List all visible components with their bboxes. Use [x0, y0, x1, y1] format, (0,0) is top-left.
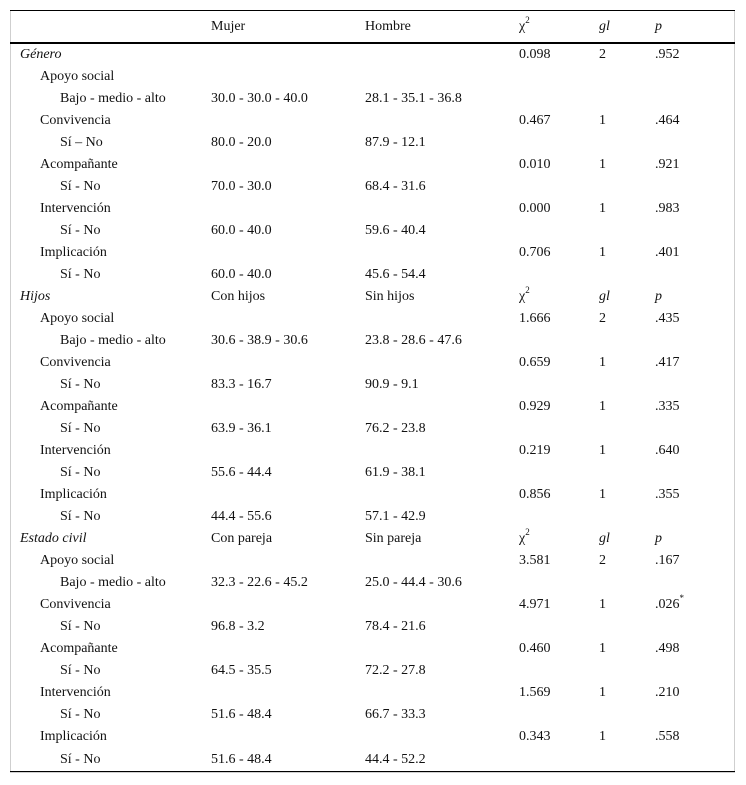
chi-value: 0.098	[519, 47, 551, 62]
chi-value: 1.569	[519, 685, 551, 700]
empty-cell	[599, 220, 655, 242]
empty-cell	[599, 704, 655, 726]
p-value-text: .355	[655, 487, 680, 502]
variable-row	[10, 396, 735, 418]
category-row	[10, 704, 735, 726]
p-value-text: .464	[655, 113, 680, 128]
variable-label: Implicación	[40, 245, 107, 260]
empty-cell	[211, 594, 365, 616]
p-value	[655, 308, 735, 330]
chi-symbol: χ	[519, 531, 526, 546]
group-b-percentages: 23.8 - 28.6 - 47.6	[365, 333, 462, 348]
p-value-text: .210	[655, 685, 680, 700]
group-a-percentages: 30.0 - 30.0 - 40.0	[211, 91, 308, 106]
category-row	[10, 330, 735, 352]
group-b-percentages: 45.6 - 54.4	[365, 267, 426, 282]
empty-cell	[211, 198, 365, 220]
header-col-gl: gl	[599, 11, 655, 44]
group-a-percentages: 55.6 - 44.4	[211, 465, 272, 480]
empty-cell	[655, 374, 735, 396]
variable-label: Apoyo social	[40, 311, 115, 326]
empty-cell	[519, 374, 599, 396]
section-gl-header: gl	[599, 531, 610, 546]
p-value	[655, 396, 735, 418]
empty-cell	[365, 154, 519, 176]
p-value	[655, 484, 735, 506]
category-label: Bajo - medio - alto	[60, 575, 166, 590]
p-value-text: .558	[655, 729, 680, 744]
header-empty	[10, 11, 211, 44]
category-label: Sí – No	[60, 135, 103, 150]
chi-sup: 2	[525, 285, 530, 296]
significance-marker: *	[679, 593, 684, 604]
chi-sup: 2	[525, 527, 530, 538]
empty-cell	[655, 176, 735, 198]
empty-cell	[655, 506, 735, 528]
empty-cell	[211, 484, 365, 506]
variable-row	[10, 550, 735, 572]
p-value-text: .498	[655, 641, 680, 656]
variable-row	[10, 308, 735, 330]
empty-cell	[211, 726, 365, 748]
chi-value: 0.856	[519, 487, 551, 502]
variable-row	[10, 110, 735, 132]
variable-row	[10, 440, 735, 462]
group-a-percentages: 70.0 - 30.0	[211, 179, 272, 194]
p-value-text: .921	[655, 157, 680, 172]
category-row	[10, 572, 735, 594]
category-label: Bajo - medio - alto	[60, 333, 166, 348]
empty-cell	[519, 330, 599, 352]
empty-cell	[519, 660, 599, 682]
group-a-percentages: 30.6 - 38.9 - 30.6	[211, 333, 308, 348]
chi-value: 0.659	[519, 355, 551, 370]
empty-cell	[599, 748, 655, 772]
variable-row	[10, 682, 735, 704]
gl-value: 2	[599, 553, 606, 568]
category-label: Sí - No	[60, 377, 101, 392]
variable-row	[10, 66, 735, 88]
empty-cell	[519, 704, 599, 726]
gl-value: 1	[599, 641, 606, 656]
category-row	[10, 176, 735, 198]
chi-value: 0.010	[519, 157, 551, 172]
header-col-mujer: Mujer	[211, 11, 365, 44]
header-col-hombre: Hombre	[365, 11, 519, 44]
gl-value: 1	[599, 157, 606, 172]
variable-row	[10, 594, 735, 616]
group-b-percentages: 25.0 - 44.4 - 30.6	[365, 575, 462, 590]
variable-label: Intervención	[40, 201, 111, 216]
category-label: Sí - No	[60, 707, 101, 722]
p-value: .952	[655, 47, 680, 62]
chi-value: 0.467	[519, 113, 551, 128]
chi-value: 0.706	[519, 245, 551, 260]
empty-cell	[365, 550, 519, 572]
chi-value: 0.219	[519, 443, 551, 458]
empty-cell	[599, 88, 655, 110]
p-value-text: .335	[655, 399, 680, 414]
p-value-text: .401	[655, 245, 680, 260]
empty-cell	[519, 220, 599, 242]
empty-cell	[211, 682, 365, 704]
variable-row	[10, 198, 735, 220]
group-a-percentages: 80.0 - 20.0	[211, 135, 272, 150]
empty-cell	[655, 132, 735, 154]
category-row	[10, 748, 735, 772]
group-a-percentages: 32.3 - 22.6 - 45.2	[211, 575, 308, 590]
group-a-percentages: 44.4 - 55.6	[211, 509, 272, 524]
header-col-p: p	[655, 11, 735, 44]
category-row	[10, 132, 735, 154]
empty-cell	[519, 506, 599, 528]
p-value	[655, 726, 735, 748]
empty-cell	[519, 748, 599, 772]
section-gl-header: gl	[599, 289, 610, 304]
section-row	[10, 528, 735, 550]
results-table	[10, 10, 735, 772]
empty-cell	[365, 242, 519, 264]
gl-value	[599, 66, 655, 88]
category-label: Sí - No	[60, 465, 101, 480]
empty-cell	[211, 440, 365, 462]
p-value	[655, 682, 735, 704]
variable-label: Implicación	[40, 487, 107, 502]
category-label: Bajo - medio - alto	[60, 91, 166, 106]
empty-cell	[655, 418, 735, 440]
group-b-percentages: 66.7 - 33.3	[365, 707, 426, 722]
empty-cell	[599, 264, 655, 286]
variable-label: Apoyo social	[40, 553, 115, 568]
empty-cell	[599, 374, 655, 396]
category-label: Sí - No	[60, 223, 101, 238]
empty-cell	[211, 66, 365, 88]
category-label: Sí - No	[60, 179, 101, 194]
group-a-percentages: 83.3 - 16.7	[211, 377, 272, 392]
category-label: Sí - No	[60, 509, 101, 524]
gl-value: 1	[599, 597, 606, 612]
empty-cell	[211, 43, 365, 66]
empty-cell	[365, 726, 519, 748]
empty-cell	[599, 462, 655, 484]
gl-value: 1	[599, 399, 606, 414]
empty-cell	[365, 484, 519, 506]
header-col-chi	[519, 11, 599, 44]
p-value	[655, 440, 735, 462]
empty-cell	[599, 506, 655, 528]
section-group-a: Con pareja	[211, 531, 273, 546]
gl-value: 1	[599, 113, 606, 128]
gl-value: 1	[599, 355, 606, 370]
table-body	[10, 43, 735, 772]
variable-row	[10, 726, 735, 748]
variable-label: Acompañante	[40, 399, 118, 414]
empty-cell	[599, 418, 655, 440]
variable-label: Acompañante	[40, 157, 118, 172]
empty-cell	[365, 43, 519, 66]
gl-value: 1	[599, 443, 606, 458]
section-label: Estado civil	[20, 531, 87, 546]
p-value	[655, 594, 735, 616]
p-value-text: .026	[655, 597, 680, 612]
gl-value: 2	[599, 47, 606, 62]
group-a-percentages: 96.8 - 3.2	[211, 619, 265, 634]
variable-label: Implicación	[40, 729, 107, 744]
category-row	[10, 462, 735, 484]
category-row	[10, 660, 735, 682]
section-group-b: Sin pareja	[365, 531, 422, 546]
empty-cell	[599, 132, 655, 154]
p-value	[655, 352, 735, 374]
empty-cell	[655, 616, 735, 638]
category-label: Sí - No	[60, 267, 101, 282]
empty-cell	[519, 264, 599, 286]
empty-cell	[365, 638, 519, 660]
category-row	[10, 264, 735, 286]
gl-value: 1	[599, 245, 606, 260]
empty-cell	[655, 748, 735, 772]
p-value	[655, 154, 735, 176]
empty-cell	[519, 572, 599, 594]
empty-cell	[519, 462, 599, 484]
group-b-percentages: 72.2 - 27.8	[365, 663, 426, 678]
empty-cell	[365, 440, 519, 462]
p-value-text: .983	[655, 201, 680, 216]
section-group-a: Con hijos	[211, 289, 266, 304]
empty-cell	[599, 572, 655, 594]
group-b-percentages: 59.6 - 40.4	[365, 223, 426, 238]
header-chi-symbol: χ	[519, 19, 526, 34]
empty-cell	[655, 660, 735, 682]
p-value-text: .435	[655, 311, 680, 326]
group-b-percentages: 76.2 - 23.8	[365, 421, 426, 436]
gl-value: 1	[599, 487, 606, 502]
category-row	[10, 220, 735, 242]
group-a-percentages: 64.5 - 35.5	[211, 663, 272, 678]
group-b-percentages: 78.4 - 21.6	[365, 619, 426, 634]
group-a-percentages: 51.6 - 48.4	[211, 707, 272, 722]
section-chi-header	[519, 286, 599, 308]
gl-value: 1	[599, 201, 606, 216]
variable-label: Convivencia	[40, 113, 111, 128]
p-value	[655, 638, 735, 660]
category-label: Sí - No	[60, 421, 101, 436]
variable-row	[10, 484, 735, 506]
empty-cell	[211, 242, 365, 264]
group-a-percentages: 60.0 - 40.0	[211, 267, 272, 282]
empty-cell	[365, 594, 519, 616]
empty-cell	[519, 132, 599, 154]
empty-cell	[655, 220, 735, 242]
p-value-text: .640	[655, 443, 680, 458]
table-header	[10, 11, 735, 44]
p-value-text: .167	[655, 553, 680, 568]
group-b-percentages: 61.9 - 38.1	[365, 465, 426, 480]
empty-cell	[655, 572, 735, 594]
variable-row	[10, 638, 735, 660]
group-b-percentages: 68.4 - 31.6	[365, 179, 426, 194]
chi-value: 3.581	[519, 553, 551, 568]
variable-label: Intervención	[40, 443, 111, 458]
empty-cell	[599, 176, 655, 198]
group-b-percentages: 87.9 - 12.1	[365, 135, 426, 150]
empty-cell	[519, 418, 599, 440]
empty-cell	[365, 352, 519, 374]
section-row	[10, 286, 735, 308]
empty-cell	[599, 616, 655, 638]
variable-row	[10, 352, 735, 374]
category-row	[10, 418, 735, 440]
empty-cell	[211, 352, 365, 374]
variable-label: Apoyo social	[40, 69, 115, 84]
empty-cell	[599, 660, 655, 682]
variable-row	[10, 242, 735, 264]
category-row	[10, 616, 735, 638]
chi-symbol: χ	[519, 289, 526, 304]
group-b-percentages: 28.1 - 35.1 - 36.8	[365, 91, 462, 106]
header-row	[10, 11, 735, 44]
empty-cell	[519, 176, 599, 198]
empty-cell	[655, 330, 735, 352]
group-a-percentages: 60.0 - 40.0	[211, 223, 272, 238]
empty-cell	[655, 704, 735, 726]
empty-cell	[211, 638, 365, 660]
category-label: Sí - No	[60, 663, 101, 678]
p-value	[655, 550, 735, 572]
section-chi-header	[519, 528, 599, 550]
empty-cell	[211, 110, 365, 132]
empty-cell	[365, 308, 519, 330]
section-row	[10, 43, 735, 66]
p-value	[655, 242, 735, 264]
empty-cell	[211, 308, 365, 330]
empty-cell	[519, 616, 599, 638]
variable-label: Acompañante	[40, 641, 118, 656]
empty-cell	[365, 110, 519, 132]
section-p-header: p	[655, 289, 662, 304]
empty-cell	[519, 88, 599, 110]
empty-cell	[655, 264, 735, 286]
variable-label: Convivencia	[40, 355, 111, 370]
empty-cell	[655, 462, 735, 484]
section-group-b: Sin hijos	[365, 289, 415, 304]
empty-cell	[211, 396, 365, 418]
category-label: Sí - No	[60, 619, 101, 634]
chi-value: 0.000	[519, 201, 551, 216]
empty-cell	[211, 154, 365, 176]
group-b-percentages: 57.1 - 42.9	[365, 509, 426, 524]
chi-value: 4.971	[519, 597, 551, 612]
category-row	[10, 374, 735, 396]
category-row	[10, 88, 735, 110]
p-value	[655, 198, 735, 220]
chi-value	[519, 66, 599, 88]
section-label: Género	[20, 47, 62, 62]
group-b-percentages: 44.4 - 52.2	[365, 748, 519, 772]
empty-cell	[211, 550, 365, 572]
chi-value: 0.929	[519, 399, 551, 414]
empty-cell	[599, 330, 655, 352]
p-value	[655, 110, 735, 132]
gl-value: 1	[599, 729, 606, 744]
empty-cell	[365, 66, 519, 88]
chi-value: 1.666	[519, 311, 551, 326]
empty-cell	[365, 682, 519, 704]
category-label: Sí - No	[10, 748, 211, 772]
empty-cell	[365, 198, 519, 220]
p-value	[655, 66, 735, 88]
variable-row	[10, 154, 735, 176]
variable-label: Convivencia	[40, 597, 111, 612]
group-b-percentages: 90.9 - 9.1	[365, 377, 419, 392]
variable-label: Intervención	[40, 685, 111, 700]
group-a-percentages: 51.6 - 48.4	[211, 748, 365, 772]
gl-value: 1	[599, 685, 606, 700]
gl-value: 2	[599, 311, 606, 326]
empty-cell	[655, 88, 735, 110]
header-chi-sup: 2	[525, 15, 530, 26]
section-label: Hijos	[20, 289, 51, 304]
category-row	[10, 506, 735, 528]
p-value-text: .417	[655, 355, 680, 370]
chi-value: 0.460	[519, 641, 551, 656]
group-a-percentages: 63.9 - 36.1	[211, 421, 272, 436]
section-p-header: p	[655, 531, 662, 546]
empty-cell	[365, 396, 519, 418]
chi-value: 0.343	[519, 729, 551, 744]
